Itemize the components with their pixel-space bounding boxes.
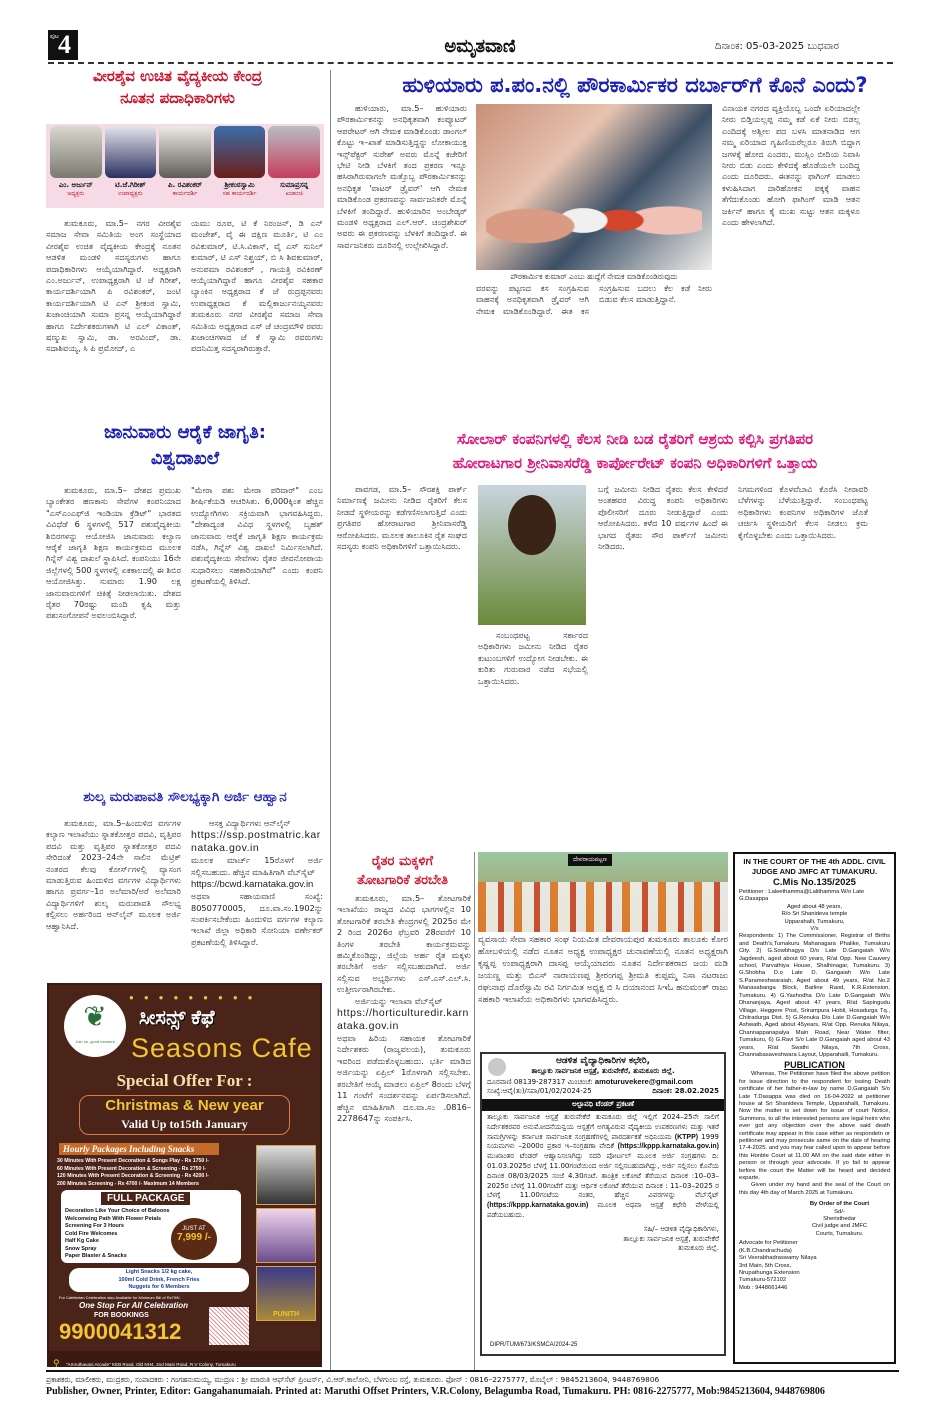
solar-text: ಬಗ್ಗೆ ಜಮೀನು ನೀಡಿದ ರೈತರು ಕೆಲಸ ಕೇಳಿದರೆ ಅಂತಹವರ ವಿರುದ್ಧ ಕಂಪನಿ ಅಧಿಕಾರಿಗಳು ಪೊಲೀಸರಿಗೆ ದೂರು ನೀಡುತ್ತಿದ್ದಾರೆ ಎಂದು ಆರೋಪಿಸಿದರು. ಕಳೆದ 10 ವರ್ಷಗಳ ಹಿಂದೆ ಈ ಭಾಗದ ರೈತರು ಸೌರ ಪಾರ್ಕ್‌ಗೆ ಜಮೀನು ನೀಡಿದರು. [598,484,728,552]
kppp-link[interactable]: (https://kppp.karnataka.gov.in) [487,1202,589,1210]
officer-card [268,126,320,206]
tender-text: ಮುಖಾಂತರ ಟೆಂಡರ್ ಆಹ್ವಾನಿಸಲಾಗಿದ್ದು ಸದರಿ ಪೋರ್ಟಲ್ ಮೂಲಕ ಅರ್ಜಿ ಸಂಗ್ರಹಗಳು ದಿ: 01.03.2025ರ ಬೆಳಗ್ಗೆ 11.00ಗಂಟೆಯಿಂದ ಅರ್ಜಿ ಸಲ್ಲಿಸಬಹುದಾಗಿದ್ದು, ಅರ್ಜಿ ಸಲ್ಲಿಸಲು ಕೊನೆಯ ದಿನಾಂಕ 08/03/2025 ಸಂಜೆ 4.30ಗಂಟೆ. ತಾಂತ್ರಿಕ ಲಕೋಟೆ ತೆರೆಯುವ ದಿನಾಂಕ :10–03–2025ರ ಬೆಳಗ್ಗೆ 11.00ಗಂಟೆಗೆ ಮತ್ತು ಆರ್ಥಿಕ ಲಕೋಟೆ ತೆರೆಯುವ ದಿನಾಂಕ : 11–03–2025 ರ ಬೆಳಗ್ಗೆ 11.00ಗಂಟೆಯ ನಂತರ, ಹೆಚ್ಚಿನ ವಿವರಗಳನ್ನು ವೆಬ್‌ಸೈಟ್ [487,1152,719,1200]
full-item: Snow Spray [65,1245,97,1252]
officer-card [214,126,266,206]
tree-icon: ❦ [83,1001,107,1032]
officer-role: ಅಧ್ಯಕ್ಷರು [67,190,85,197]
officer-role: ಖಜಾಂಚಿ [285,190,303,197]
officer-name: ಎಂ. ಅರ್ಜುನ್ [58,181,93,189]
petitioner-label: Petitioner : [739,889,767,895]
booking-phone[interactable]: 9900041312 [59,1319,182,1344]
officer-name: ಪಿ. ರವಿಶಂಕರ್ [168,181,202,189]
petitioner-block [739,889,890,904]
occasion: Christmas & New year [105,1097,264,1114]
cafe-name: Seasons Cafe [131,1033,313,1063]
fee-text: ಆಸಕ್ತ ವಿದ್ಯಾರ್ಥಿಗಳು ಆನ್‌ಲೈನ್ [209,818,291,828]
hourly-item: 200 Minutes Screening - Rs 4700 /- Maximum 14 Members [57,1180,199,1187]
cattle-headline [46,420,324,472]
solar-headline [335,427,935,475]
advocate-line: Nrupathunga Extension [739,1269,800,1276]
seasons-cafe-ad [47,983,322,1353]
masthead-divider [48,62,893,64]
hourly-item: 30 Minutes With Present Decoration & Songs Play - Rs 1750 /- [57,1158,209,1164]
advocate-line: Sri Veerabhadraswamy Nilaya [739,1255,817,1262]
publication-body: Whereas, The Petitioner have filed the above petition for issue direction to the respondent for issiing Death certificate of her father-in-law by name D.Gangaiah S/o Late T.Dasappa was died on 16-04-2022 at petitioner house at Sri Shanideva Temple, Upparahalli, Tumakuru. Now the matter is set down for issue of court Notice, Summons, to all the interested persons are legal heirs who ever got any objection over the above said death certificate may appear in this case either as respondetn or petitioner and may prosecute same on the date of hearing 17-4-2025. and you may fear called upon to appear before this Honble Court at 11.00 AM on the said date either in person or through your advocate. If yo fail to appear before the court the Matter will be heard and decided exparte. [739,1071,890,1182]
solar-body-col4 [738,484,868,844]
price: 7,999 /- [177,1232,211,1243]
huliyar-text: ವಿನಾಯಕ ನಗರದ ವ್ಯಕ್ತಿಯೊಬ್ಬ ಒಂದೇ ಏರಿಯಾದಲ್ಲೇ ನೀರು ಬಿಡ್ತಿಯಲ್ಲಪ್ಪ ನಮ್ಮ ಕಡೆ ಏಕೆ ನೀರು ಬಿಡಲ್ಲ ಎಂದಿದಕ್ಕೆ ಅಶ್ಲೀಲ ಪದ ಬಳಸಿ ಮಾತನಾಡಿದ ಆಗ ನಮ್ಮ ಏರಿಯಾದ ಗೃಹಿಣಿಯರೆಲ್ಲರೂ ತಿರುಗಿ ಬಿದ್ದಾಗ ಜಗಳಕ್ಕೆ ಹೋದ ಎಂದರು, ಮುಸ್ಲಿಂ ಬೀದಿಯ ನಿವಾಸಿ ನೀರು ಬಿಡು ಎಂದು ಕೇಳಿದಕ್ಕೆ ಹೊಡೆಯಲೇ ಬಂದಿದ್ದ ಎಂದು ದೂರಿದರು. ಈತನನ್ನು ಫಾಗಿಂಗ್ ಮಾಡಲು ಕಳುಹಿಸಿದಾಗ ದಾರಿಹೋಕನ ಪಕ್ಕಕ್ಕೆ ವಾಹನ ತೆಗೆದುಕೊಂಡು ಹೋಗಿ ಫಾಗಿಂಗ್ ಮಾಡಿ ಆತನ ಜರ್ಕಿನ್ ಹಾಗೂ ಕೈ ಮುಖ ಸುಟ್ಟು ಆತನ ಮಕ್ಕಳೂ ಎಂದು ಹೇಳಲಾಗಿದೆ. [722,103,860,228]
cattle-body-col2 [191,485,323,780]
veerashaiva-body-col2 [191,218,323,406]
court-order-block [789,1201,890,1238]
cooperative-text: ವ್ಯವಸಾಯ ಸೇವಾ ಸಹಕಾರ ಸಂಘ ನಿಯಮಿತ ದೇವರಾಯಪುರ ತುಮಕೂರು ತಾಲೂಕು ಕೋರ ಹೋಬಳಿಯಲ್ಲಿ ನಡೆದ ನೂತನ ಅಧ್ಯಕ್ಷ ಉಪಾಧ್ಯಕ್ಷರ ಚುನಾವಣೆಯಲ್ಲಿ ನೂತನ ಅಧ್ಯಕ್ಷರಾಗಿ ಕೃಷ್ಣಪ್ಪ ಉಪಾಧ್ಯಕ್ಷರಾಗಿ ದಾಸಪ್ಪ ಆಯ್ಕೆಯಾದರು ನೂತನ ನಿರ್ದೇಶಕರಾದ ಜಯ ಮಡಿ ಜಯಣ್ಣ ಮತ್ತು ಬಿಎಸ್ ನಾರಾಯಣಪ್ಪ ಶ್ರೀರಂಗಪ್ಪ ಶ್ರೀಮತಿ ಕುಪ್ಪಮ್ಮ ನಿಸಾ ನಟರಾಜು ರಘುನಾಥ ದೊರೆಸ್ವಾಮಿ ರವಿ ನಿರ್ಗಮಿತ ಅಧ್ಯಕ್ಷ ಬಿ ಸಿ ದಯಾನಂದ ಸಿಇಓ ಹನುಮಂತ್ ರಾಜು ಸಹಕಾರಿ ಇಲಾಖೆಯ ಅಧಿಕಾರಿಗಳು ಭಾಗವಹಿಸಿದ್ದರು. [478,935,728,1005]
photo-label: PUNITH [272,1311,300,1318]
horticulture-headline-line1: ರೈತರ ಮಕ್ಕಳಿಗೆ [371,854,434,869]
issue-date: ದಿನಾಂಕ: 05-03-2025 ಬುಧವಾರ [715,41,839,52]
hourly-item: 60 Minutes With Present Decoration & Screening - Rs 2750 /- [57,1165,206,1172]
full-item: Screening For 3 Hours [65,1223,124,1229]
solar-headline-line2: ಹೋರಾಟಗಾರ ಶ್ರೀನಿವಾಸರೆಡ್ಡಿ ಕಾರ್ಪೋರೇಟ್ ಕಂಪನಿ ಅಧಿಕಾರಿಗಳಿಗೆ ಒತ್ತಾಯ [452,454,818,472]
full-item: Cold Fire Welcomes [65,1230,118,1237]
veerashaiva-headline-line2: ನೂತನ ಪದಾಧಿಕಾರಿಗಳು [120,89,235,107]
officers-photo-strip [46,124,324,208]
cafe-address-bar [47,1353,322,1367]
officer-name: ಸುಮಾಪ್ರಸನ್ನ [279,181,309,189]
full-package-title: FULL PACKAGE [101,1192,190,1205]
cafe-logo [64,995,126,1057]
huliyar-photo [476,104,712,270]
just-at: JUST AT [182,1226,206,1232]
offer-title: Special Offer For : [116,1071,253,1090]
petitioner-name: Laleethamma@Lalithamma W/o Late G.Dasappa [739,889,865,903]
court-order: Sheristhedar [823,1216,856,1223]
horticulture-headline [335,852,470,890]
footer-kannada: ಪ್ರಕಾಶಕರು, ಮಾಲೀಕರು, ಮುದ್ರಕರು, ಸಂಪಾದಕರು : ಗಂಗಹನುಮಯ್ಯ, ಮುದ್ರಣ : ಶ್ರೀ ಮಾರುತಿ ಆಫ್‌ಸೆಟ್ ಪ್ರಿಂಟರ್ಸ್, ವಿ.ಆರ್.ಕಾಲೋನಿ, ಬೆಳಗುಂಬ ರಸ್ತೆ, ತುಮಕೂರು. ಫೋನ್ : 0816–2275777, ಮೊಬೈಲ್ : 9845213604, 9448769806 [46,1375,660,1384]
officer-photo [268,126,320,178]
solar-body-col3 [598,484,728,844]
court-order: By Order of the Court [809,1201,870,1208]
tender-text: ಮೂಲಕ ಅಥವಾ ಆಸ್ಪತ್ರೆ ಕಛೇರಿ ವೇಳೆಯಲ್ಲಿ ಪಡೆಯಬಹುದು. [487,1201,719,1219]
tender-sign: ತುಮಕೂರು ಜಿಲ್ಲೆ. [678,1244,719,1253]
given-under-seal: Given under my hand and the seal of the Court on this day 4th day of March 2025 at Tumakuru. [739,1182,890,1196]
validity: Valid Up to15th January [121,1117,248,1131]
full-item: Half Kg Cake [65,1238,99,1244]
cooperative-group-photo [478,852,728,932]
balloon-photo [256,1208,316,1263]
petitioner-address: R/o Sri Shanideva temple [781,911,848,918]
petitioner-age: Aged about 48 years, [786,903,843,910]
solar-text: ಸಂಬಂಧಪಟ್ಟ ಸರ್ಕಾರದ ಅಧಿಕಾರಿಗಳು ಜಮೀನು ನೀಡಿದ ರೈತರ ಕುಟುಂಬಗಳಿಗೆ ಉದ್ಯೋಗ ನೀಡಬೇಕು. ಈ ಕುರಿತು ಗುರುವಾರ ನಡೆದ ಸಭೆಯಲ್ಲಿ ಒತ್ತಾಯಿಸಿದರು. [478,630,588,686]
veerashaiva-headline-line1: ವೀರಶೈವ ಉಚಿತ ವೈದ್ಯಕೀಯ ಕೇಂದ್ರ [92,67,263,85]
hourly-item: 120 Minutes With Present Decoration & Screening - Rs 4200 /- [57,1173,209,1179]
cattle-body-col1 [46,485,181,780]
officer-name: ಶ್ರೀಕಂಠಸ್ವಾಮಿ [224,181,255,189]
page-number-badge [48,30,78,60]
snacks-box [69,1268,249,1292]
tender-date: ದಿನಾಂಕ: 28.02.2025 [652,1087,719,1096]
hourly-title: Hourly Packages Including Snacks [59,1143,219,1155]
newspaper-title: ಅಮೃತವಾಣಿ [444,36,516,57]
court-notice [733,852,896,1364]
tender-ref-row [487,1087,719,1097]
horticulture-link[interactable]: https://horticulturedir.karnataka.gov.in [337,1007,469,1033]
footer-divider [46,1370,899,1372]
officer-card [159,126,211,206]
petitioner-address: Upparahalli, Tumakuru, [784,918,845,925]
string-lights: ●●●●●●●●● [129,993,263,1002]
location-pin-icon: ⚲ [53,1358,60,1368]
snacks-line: 100ml Cold Drink, French Fries [118,1276,200,1283]
snacks-line: Nuggets for 6 Members [128,1284,190,1290]
veerashaiva-text: ತುಮಕೂರು, ಮಾ.5– ನಗರ ವೀರಶೈವ ಸಮಾಜ ಸೇವಾ ಸಮಿತಿಯ ಅಂಗ ಸಂಸ್ಥೆಯಾದ ವೀರಶೈವ ಉಚಿತ ವೈದ್ಯಕೀಯ ಕೇಂದ್ರಕ್ಕೆ ನೂತನ ಆಡಳಿತ ಮಂಡಳಿ ಸದಸ್ಯರುಗಳು ಹಾಗೂ ಪದಾಧಿಕಾರಿಗಳು ಆಯ್ಕೆಯಾಗಿದ್ದಾರೆ. ಅಧ್ಯಕ್ಷರಾಗಿ ಎಂ.ಅರ್ಜುನ್, ಉಪಾಧ್ಯಕ್ಷರಾಗಿ ಟಿ ಜೆ ಗಿರೀಶ್, ಕಾರ್ಯದರ್ಶಿಯಾಗಿ ಪಿ ರವಿಶಂಕರ್, ಜಂಟಿ ಕಾರ್ಯದರ್ಶಿಯಾಗಿ ಟಿ ಎನ್ ಶ್ರೀಕಂಠ ಸ್ವಾಮಿ, ಖಜಾಂಚಿಯಾಗಿ ಸುಮಾ ಪ್ರಸನ್ನ ಆಯ್ಕೆಯಾಗಿದ್ದಾರೆ ಹಾಗೂ ನಿರ್ದೇಶಕರುಗಳಾಗಿ ಟಿ ಎಲ್ ವಿಕಾಂತ್, ಷಣ್ಮುಖ ಸ್ವಾಮಿ, ಡಾ. ಅರವಿಂದ್, ಡಾ. ಸದಾಶಿವಯ್ಯ, ಸಿ ಪಿ ಪ್ರಮೋದ್, ಎ [46,218,181,354]
tender-notice [480,1052,726,1356]
cafeteria-note: For Cafeterian Celebration also Available for Minimum Bill of Rs799/- [59,1295,181,1300]
horticulture-text: ಅಥವಾ ಹಿರಿಯ ಸಹಾಯಕ ತೋಟಗಾರಿಕೆ ನಿರ್ದೇಶಕರು (ರಾಜ್ಯವಲಯ), ತುಮಕೂರು ಇವರಿಂದ ಪಡೆದುಕೊಳ್ಳಬಹುದು. ಭರ್ತಿ ಮಾಡಿದ ಅರ್ಜಿಯನ್ನು ಏಪ್ರಿಲ್ 1ರೊಳಗಾಗಿ ಸಲ್ಲಿಸಬೇಕು. ತರಬೇತಿಗೆ ಆಯ್ಕೆ ಮಾಡಲು ಏಪ್ರಿಲ್ 8ರಂದು ಬೆಳಗ್ಗೆ 11 ಗಂಟೆಗೆ ಸಂದರ್ಶನವನ್ನು ಏರ್ಪಡಿಸಲಾಗಿದೆ. ಹೆಚ್ಚಿನ ಮಾಹಿತಿಗಾಗಿ ದೂ.ವಾ.ಸಂ .0816–2278647ನ್ನು ಸಂಪರ್ಕಿಸಿ. [337,1033,471,1123]
srinivasareddy-photo [478,485,586,625]
bookings-label: FOR BOOKINGS [94,1312,149,1319]
officer-card [50,126,102,206]
officer-role: ಸಹ ಕಾರ್ಯದರ್ಶಿ [222,190,257,197]
snacks-line: Light Snacks 1/2 kg cake, [125,1269,193,1275]
officer-role: ಉಪಾಧ್ಯಕ್ಷರು [118,190,143,197]
venue-photo [256,1145,316,1205]
huliyar-body-col3 [722,103,860,418]
price-badge [171,1218,217,1260]
portrait-head [508,495,556,555]
tender-text: ತಾಲ್ಲೂಕು ಸಾರ್ವಜನಿಕ ಆಸ್ಪತ್ರೆ ತುರುವೇಕೆರೆ ತುಮಕೂರು ಜಿಲ್ಲೆ ಇಲ್ಲಿಗೆ 2024–25ನೇ ಸಾಲಿಗೆ ನಿರ್ದೇಶಕರವರ ಅನುಮೋದನೆಯನ್ವಯ ಆಸ್ಪತ್ರೆಗೆ ಅಗತ್ಯವಿರುವ ವೈದ್ಯಕೀಯ ಉಪಕರಣಗಳು ಮತ್ತು ಇತರೆ ಸಾಮಗ್ರಿಗಳನ್ನು ಕರ್ನಾಟಕ ಸಾರ್ವಜನಿಕ ಸಂಗ್ರಹಣೆಗಳಲ್ಲಿ ಪಾರದರ್ಶಕತೆ ಅಧಿನಿಯಮ [487,1112,719,1141]
tender-office: ಆಡಳಿತ ವೈದ್ಯಾಧಿಕಾರಿಗಳ ಕಛೇರಿ, [555,1056,651,1066]
case-number: C.Mis No.135/2025 [773,877,856,888]
full-item: Decoration Like Your Choice of Baloons [65,1208,170,1214]
dipr-code: DIPR/TUM/673/KSMCA/2024-25 [490,1342,578,1349]
tender-body [487,1113,719,1221]
full-item: Paper Blaster & Snacks [65,1253,127,1259]
emblem-icon [488,1058,506,1076]
advocate-line: 3rd Main, 5th Cross, [739,1262,792,1269]
tender-text: (KTPP) [674,1133,699,1141]
fee-text: ಮೂಲಕ ಮಾರ್ಚ್ 15ರೊಳಗೆ ಅರ್ಜಿ ಸಲ್ಲಿಸಬಹುದು. ಹೆಚ್ಚಿನ ಮಾಹಿತಿಗಾಗಿ ವೆಬ್‌ಸೈಟ್ [191,855,323,877]
huliyar-body-col1 [337,103,467,418]
officer-photo [50,126,102,178]
page-label: ಪುಟ [50,33,59,40]
decor-photo [256,1266,316,1321]
officer-card [105,126,157,206]
tender-text: 1999 ನಿಯಮಗಳು –2000ರ ಪ್ರಕಾರ ಇ–ಸಂಗ್ರಹಣಾ ವೇದಿಕೆ [487,1132,719,1151]
column-divider [474,852,475,1370]
hourly-list [57,1158,247,1188]
officer-photo [105,126,157,178]
court-order: Courts, Tumakuru. [815,1230,864,1237]
horticulture-body [337,893,471,1368]
tender-signature [487,1225,719,1254]
occasion-banner [79,1095,290,1135]
solar-text: ನಿಗಮಗಳಿಂದ ಕೊಳವೆಬಾವಿ ಕೊರೆಸಿ ನೀರಾವರಿ ಬೆಳೆಗಳನ್ನು ಬೆಳೆಯುತ್ತಿದ್ದಾರೆ. ಸಂಬಂಧಪಟ್ಟ ಅಧಿಕಾರಿಗಳು ಕಂಪನಿಗಳ ಅಧಿಕಾರಿಗಳ ಜೊತೆ ಚರ್ಚಿಸಿ ಸ್ಥಳೀಯರಿಗೆ ಕೆಲಸ ನೀಡಲು ಕ್ರಮ ಕೈಗೊಳ್ಳಬೇಕು ಎಂದು ಒತ್ತಾಯಿಸಿದರು. [738,484,868,540]
veerashaiva-headline [40,66,315,109]
tender-title: ಅಲ್ಪಾವಧಿ ಟೆಂಡರ್ ಪ್ರಕಟಣೆ [482,1099,724,1111]
tender-hospital: ತಾಲ್ಲೂಕು ಸಾರ್ವಜನಿಕ ಆಸ್ಪತ್ರೆ, ತುರುವೇಕೆರೆ, ತುಮಕೂರು ಜಿಲ್ಲೆ. [531,1066,675,1075]
solar-body-col2 [478,630,588,845]
huliyar-text: ವರವನ್ನು ಪಟ್ಟಣದ ಕಸ ಸಂಗ್ರಹಿಸುವ ವಾಹನಕ್ಕೆ ಅನಧಿಕೃತವಾಗಿ ಡ್ರೈವರ್ ಆಗಿ ನೇಮಕ ಮಾಡಿಕೊಂಡಿದ್ದಾರೆ. ಈತ ಕಸ ಸಂಗ್ರಹಿಸುವ ಬದಲು ಕೆಲ ಕಡೆ ನೀರು ಬಿಡುವ ಕೆಲಸ ಮಾಡುತ್ತಿದ್ದಾನೆ. [476,283,712,316]
court-order: Sd/- [834,1208,845,1215]
full-item: Welcomeing Path With Flower Petals [65,1215,162,1222]
advocate-line: Mob : 9448661446 [739,1284,788,1291]
officer-role: ಕಾರ್ಯದರ್ಶಿ [172,190,198,197]
respondents: Respondents: 1) The Commissioner, Registrar of Births and Death's,Tumakuru Mahanagara Phalike, Tumakuru City. 2) G.Sowbhagya D/o Late D.Gangaiah W/o Jagdeesh, aged about 60 years, R/at Opp. New Cauvery school, Parvathiya House, Shalhinagar, Tumakuru. 3) G.Shobha D.o Late D. Gangaiah W/o Late S.Parameshwaraiah, Aged about 49 years, R/at No.2 Manasabanga Block, Barline Raod, K.R.Extension, Tumakuru. 4) G.Yashodha D/o Late D.Gangaiah W/o Dhananjaya, Aged about 47 years, R/at Sapingudu Village, Heggere Post, Srirampura Hobli, Hosadurga Tq., Chitradurga Dist. 5) G.Renuka D/o Late D.Gangaiah W/o Ashwath, Aged about 45years, R/at Opp. Renuka Nilaya, Channappanapalya Main Road, Near Water filter, Tumakuru, 6) G.Ravi S/o Late D.Gangaiah aged about 43 years, R/at Swathi Nilaya, 7th Cross, Channabasaveshwara Layout, Upparahalli, Tumakuru. [739,933,890,1058]
fee-text: ತುಮಕೂರು, ಮಾ.5–ಹಿಂದುಳಿದ ವರ್ಗಗಳ ಕಲ್ಯಾಣ ಇಲಾಖೆಯು ಸ್ನಾತಕೋತ್ತರ ಪದವಿ, ವೃತ್ತಿಪರ ಪದವಿ ಮತ್ತು ವೃತ್ತಿಪರ ಸ್ನಾತಕೋತ್ತರ ಪದವಿ ಸೇರಿದಂತೆ 2023–24ನೇ ಸಾಲಿನ ಮೆಟ್ರಿಕ್ ನಂತರದ ಕೆಲವು ಕೋರ್ಸ್‌ಗಳಲ್ಲಿ ವ್ಯಾಸಂಗ ಮಾಡುತ್ತಿರುವ ಹಿಂದುಳಿದ ವರ್ಗಗಳ ವಿದ್ಯಾರ್ಥಿಗಳು ಹಾಗೂ ಪ್ರವರ್ಗ–1ರ ಅಲೆಮಾರಿ/ಅರೆ ಅಲೆಮಾರಿ ವಿದ್ಯಾರ್ಥಿಗಳಿಗೆ ಶುಲ್ಕ ಮರುಪಾವತಿ ಸೌಲಭ್ಯ ಕಲ್ಪಿಸಲು ಅರ್ಹರಿಂದ ಆನ್‌ಲೈನ್ ಮೂಲಕ ಅರ್ಜಿ ಆಹ್ವಾನಿಸಿದೆ. [46,818,181,931]
huliyar-headline: ಹುಳಿಯಾರು ಪ.ಪಂ.ನಲ್ಲಿ ಪೌರಕಾರ್ಮಿಕರ ದರ್ಬಾರ್‌ಗೆ ಕೊನೆ ಎಂದು? [402,73,868,97]
ssp-link[interactable]: https://ssp.postmatric.karnataka.gov.in [191,829,321,855]
tender-ref: ಸಂಖ್ಯೆ:ಆವೈ(ತು)/ಸಪಾ/01/02/2024-25 [487,1087,592,1096]
fee-text: ಅಥವಾ ಸಹಾಯವಾಣಿ ಸಂಖ್ಯೆ: 8050770005, ದೂ.ವಾ.ಸಂ.1902ನ್ನು ಸಂಪರ್ಕಿಸಬೇಕೆಂದು ಹಿಂದುಳಿದ ವರ್ಗಗಳ ಕಲ್ಯಾಣ ಇಲಾಖೆ ಜಿಲ್ಲಾ ಅಧಿಕಾರಿ ಸೋನಿಯಾ ವರ್ಣೇಕರ್ ಪ್ರಕಟಣೆಯಲ್ಲಿ ತಿಳಿಸಿದ್ದಾರೆ. [191,891,323,947]
court-title-line1: IN THE COURT OF THE 4th ADDL. CIVIL [743,857,886,866]
veerashaiva-body-col1 [46,218,181,406]
logo-tagline: Join us, good moment [75,1039,115,1044]
tagline: One Stop For All Celebration [79,1301,189,1310]
advocate-line: (K.B.Chandrachuda) [739,1247,792,1254]
cafe-address: "Amruthavani Arcade" KEB Road, Old NH4, 2nd Main Road, R.V Colony, Tumakuru [66,1362,236,1367]
tender-sign: ಸಹಿ/– ಆಡಳಿತ ವೈದ್ಯಾಧಿಕಾರಿಗಳು, [643,1224,719,1233]
tender-sign: ತಾಲ್ಲೂಕು ಸಾರ್ವಜನಿಕ ಆಸ್ಪತ್ರೆ, ತುರುವೇಕೆರೆ [623,1234,719,1243]
veerashaiva-text: ಯಮು ರೂಪ, ಟಿ ಕೆ ನಿರಂಜನ್, ಡಿ ಎನ್ ಮಂಜೇಶ್, ವೈ ಈ ದಕ್ಷಿಣ ಮೂರ್ತಿ, ಟಿ ಎಂ ರವಿಕುಮಾರ್, ಟಿ.ಸಿ.ವಿಕಾಸ್, ವೈ ಎಸ್ ಸುನಿಲ್ ಕುಮಾರ್, ಟಿ ಎಸ್ ನಿಶ್ಚಯ್, ಬಿ ಸಿ ಶಿವಕುಮಾರ್, ಅನುಪಮಾ ರವಿಶಂಕರ್ , ಗಾಯತ್ರಿ ರವಿಕಿರಣ್ ಆಯ್ಕೆಯಾಗಿದ್ದಾರೆ ಹಾಗೂ ವೀರಶೈವ ಸಹಕಾರ ಬ್ಯಾಂಕಿನ ಅಧ್ಯಕ್ಷರಾದ ಕೆ ಜೆ ರುದ್ರಪ್ಪನವರು ಉಪಾಧ್ಯಕ್ಷರಾದ ಕೆ ಮಲ್ಲಿಕಾರ್ಜುನಯ್ಯನವರು ತುಮಕೂರು ನಗರ ವೀರಶೈವ ಸಮಾಜ ಸೇವಾ ಸಮಿತಿಯ ಅಧ್ಯಕ್ಷರಾದ ಎಸ್ ಜೆ ಚಂದ್ರಮೌಳಿ ರವರು ಖಜಾಂಚಿಗಳಾದ ಜೆ ಕೆ ಸ್ವಾಮಿ ರವರುಗಳು ಪದನಿಮಿತ್ತ ಸದಸ್ಯರಾಗಿರುತ್ತಾರೆ. [191,218,323,354]
fee-headline: ಶುಲ್ಕ ಮರುಪಾವತಿ ಸೌಲಭ್ಯಕ್ಕಾಗಿ ಅರ್ಜಿ ಆಹ್ವಾನ [83,789,287,805]
bcwd-link[interactable]: https://bcwd.karnataka.gov.in [191,879,314,891]
fee-body-col2 [191,818,323,970]
versus: V/s [810,926,819,933]
court-order: Civil judge and JMFC [811,1223,868,1230]
full-package-box [61,1190,241,1263]
tender-phone: ದೂರವಾಣಿ 08139-287317 ಮಿಂಚಂಚೆ: [487,1077,593,1086]
full-list [65,1208,170,1261]
cattle-text: ತುಮಕೂರು, ಮಾ.5– ದೇಶದ ಪ್ರಮುಖ ಬ್ಯಾಂಕೇತರ ಹಣಕಾಸು ಸೇವೆಗಳ ಕಂಪನಿಯಾದ "ಎಸ್‌ಎಂಎಫ್‌ಜಿ ಇಂಡಿಯಾ ಕ್ರೆಡಿಟ್" ಭಾರತದ ವಿವಿಧೆಡೆ 6 ಸ್ಥಳಗಳಲ್ಲಿ 517 ಪಶುವೈದ್ಯಕೀಯ ಶಿಬಿರಗಳನ್ನು ಆಯೋಜಿಸಿ ಜಾನುವಾರು ಕಲ್ಯಾಣ ಆರೈಕೆ ಜಾಗೃತಿ ಶಿಕ್ಷಣ ಕಾರ್ಯಕ್ರಮದ ಮೂಲಕ ಗಿನ್ನೆಸ್ ವಿಶ್ವ ದಾಖಲೆ ಸ್ಥಾಪಿಸಿದೆ. ಕಂಪನಿಯು 16ನೇ ಜಿಲ್ಲೆಗಳಲ್ಲಿ 500 ಸ್ಥಳಗಳಲ್ಲಿ ಏಕಕಾಲದಲ್ಲಿ ಈ ಶಿಬಿರ ಆಯೋಜಿಸಿತ್ತು. ಸುಮಾರು 1.90 ಲಕ್ಷ ಜಾನುವಾರುಗಳಿಗೆ ಚಿಕಿತ್ಸೆ ನೀಡಲಾಯಿತು. ದೇಶದ ರೈತರ 70ರಷ್ಟು ಮಂದಿ ಕೃಷಿ ಮತ್ತು ಪಶುಸಂಗೋಪನೆ ಅವಲಂಬಿಸಿದ್ದಾರೆ. [46,485,181,621]
advocate-block [739,1240,890,1292]
cattle-headline-line1: ಜಾನುವಾರು ಆರೈಕೆ ಜಾಗೃತಿ: [103,422,267,443]
huliyar-text: ಹುಳಿಯಾರು, ಮಾ.5– ಹುಳಿಯಾರು ಪೌರಕಾರ್ಮಿಕನನ್ನು ಅನಧಿಕೃತವಾಗಿ ಕಂಪ್ಯೂಟರ್ ಆಪರೇಟರ್ ಆಗಿ ನೇಮಕ ಮಾಡಿಕೊಂಡು ಡಾಂಗಲ್ ಕೊಟ್ಟು ಇ–ಖಾತೆ ಮಾಡಿಸುತ್ತಿದ್ದನ್ನು ಲೋಕಾಯುಕ್ತ ಇನ್ಸ್‌ಪೆಕ್ಟರ್ ಸುರೇಶ್ ಅವರು ಮೊನ್ನೆ ಕಚೇರಿಗೆ ಭೇಟಿ ನೀಡಿ ಬೆಳಕಿಗೆ ತಂದ ಪ್ರಕರಣ ಇನ್ನೂ ಹಸಿರಾಗಿರುವಾಗಲೇ ಮತ್ತೊಬ್ಬ ಪೌರಕಾರ್ಮಿಕನನ್ನು ಅನಧಿಕೃತ 'ವಾಟರ್ ಡ್ರೈವರ್' ಆಗಿ ನೇಮಕ ಮಾಡಿಕೊಂಡ ಪ್ರಕರಣವನ್ನು ಸಾರ್ವಜನಿಕರೇ ಮೊನ್ನೆ ಬೆಳಕಿಗೆ ತಂದಿದ್ದಾರೆ. ಹುಳಿಯಾರಿನ ಅಂಬೇಡ್ಕರ್ ಮಂಡಳಿ ಅಧ್ಯಕ್ಷರಾದ ಎಲ್.ಆರ್. ಚಂದ್ರಶೇಖರ್ ಅವರು ಈ ಪ್ರಕರಣವನ್ನು ಬೆಳಕಿಗೆ ತಂದಿದ್ದಾರೆ. ಈ ಸಾರ್ವಜನಿಕರು ದೂರಿನಲ್ಲಿ ಉಲ್ಲೇಖಿಸಿದ್ದಾರೆ. [337,103,467,250]
officer-name: ಟಿ.ಜೆ.ಗಿರೀಶ್ [115,181,146,189]
publication-title: PUBLICATION [784,1060,845,1071]
solar-headline-line1: ಸೋಲಾರ್ ಕಂಪನಿಗಳಲ್ಲಿ ಕೆಲಸ ನೀಡಿ ಬಡ ರೈತರಿಗೆ ಆಶ್ರಯ ಕಲ್ಪಿಸಿ ಪ್ರಗತಿಪರ [456,430,814,448]
advocate-line: Tumakuru-572102 [739,1277,787,1284]
tender-contact [487,1077,719,1088]
officer-photo [159,126,211,178]
cooperative-body [478,934,728,1046]
court-title-line2: JUDGE AND JMFC AT TUMAKURU. [751,866,878,876]
solar-body-col1 [337,484,467,844]
page-number: 4 [58,30,71,59]
tender-email[interactable]: amoturuvekere@gmail.com [594,1076,694,1086]
kppp-link[interactable]: (https://kppp.karnataka.gov.in) [617,1143,719,1151]
photo-stack [256,1145,316,1345]
advocate-line: Advocate for Petitioner [739,1240,798,1247]
qr-code [209,1307,249,1345]
huliyar-body-col2 [476,283,712,418]
officer-photo [214,126,266,178]
garlanded-people [478,882,728,932]
photo-badge: ದೇವರಾಯಪಟ್ಟಣ [568,854,612,866]
cattle-text: "ಮೇರಾ ಪಶು ಮೇರಾ ಪರಿವಾರ್" ಎಂಬ ಶೀರ್ಷಿಕೆಯಡಿ ಆಚರಿಸಿತು. 6,000ಕ್ಕಿಂತ ಹೆಚ್ಚಿನ ಉದ್ಯೋಗಿಗಳು ಸಕ್ರಿಯವಾಗಿ ಭಾಗವಹಿಸಿದ್ದರು. "ದೇಶಾದ್ಯಂತ ವಿವಿಧ ಸ್ಥಳಗಳಲ್ಲಿ ಬೃಹತ್ ಜಾನುವಾರು ಆರೈಕೆ ಜಾಗೃತಿ ಶಿಕ್ಷಣ ಕಾರ್ಯಕ್ರಮ ನಡೆಸಿ, ಗಿನ್ನೆಸ್ ವಿಶ್ವ ದಾಖಲೆ ನಿರ್ಮಿಸಲಾಗಿದೆ. ಪಶುವೈದ್ಯಕೀಯ ಸೇವೆಗಳು ರೈತರ ಜೀವನೋಪಾಯ ಸುಧಾರಿಸಲು ಸಹಕಾರಿಯಾಗಿವೆ" ಎಂದು ಕಂಪನಿ ಪ್ರಕಟಣೆಯಲ್ಲಿ ತಿಳಿಸಿದೆ. [191,485,323,587]
huliyar-photo-caption: ಪೌರಕಾರ್ಮಿಕ ಕುಮಾರ್ ಎಂಬು ಹುದ್ದೆಗೆ ನೇಮಕ ಮಾಡಿಕೊಂಡಿರುವುದು [510,272,678,281]
horticulture-headline-line2: ತೋಟಗಾರಿಕೆ ತರಬೇತಿ [356,873,449,888]
cafe-name-kannada: ಸೀಸನ್ಸ್ ಕೆಫೆ [139,1007,215,1029]
people-silhouettes [486,160,702,270]
horticulture-text: ಅರ್ಜಿಯನ್ನು ಇಲಾಖಾ ವೆಬ್‌ಸೈಟ್ [355,995,443,1006]
solar-text: ಪಾವಗಡ, ಮಾ.5– ಸೌರಶಕ್ತಿ ಪಾರ್ಕ್ ನಿರ್ಮಾಣಕ್ಕೆ ಜಮೀನು ನೀಡಿದ ರೈತರಿಗೆ ಕೆಲಸ ನೀಡದೆ ಸ್ಥಳೀಯರನ್ನು ಕಡೆಗಣಿಸಲಾಗುತ್ತಿದೆ ಎಂದು ಪ್ರಗತಿಪರ ಹೋರಾಟಗಾರ ಶ್ರೀನಿವಾಸರೆಡ್ಡಿ ಆರೋಪಿಸಿದರು. ಮೂಲಕ ತಾಲೂಕಿನ ರೈತ ಸಂಘದ ಸದಸ್ಯರು ಕಂಪನಿ ಅಧಿಕಾರಿಗಳಿಗೆ ಒತ್ತಾಯಿಸಿದರು. [337,484,467,552]
column-divider [330,70,331,1370]
horticulture-text: ತುಮಕೂರು, ಮಾ.5– ತೋಟಗಾರಿಕೆ ಇಲಾಖೆಯು ರಾಜ್ಯದ ವಿವಿಧ ಭಾಗಗಳಲ್ಲಿನ 10 ತೋಟಗಾರಿಕೆ ತರಬೇತಿ ಕೇಂದ್ರಗಳಲ್ಲಿ 2025ರ ಮೇ 2 ರಿಂದ 2026ರ ಫೆಬ್ರವರಿ 28ರವರೆಗೆ 10 ತಿಂಗಳ ತರಬೇತಿ ಕಾರ್ಯಕ್ರಮವನ್ನು ಹಮ್ಮಿಕೊಂಡಿದ್ದು, ಜಿಲ್ಲೆಯ ಅರ್ಹ ರೈತ ಮಕ್ಕಳು ತರಬೇತಿಗೆ ಅರ್ಜಿ ಸಲ್ಲಿಸಬಹುದಾಗಿದೆ. ಅರ್ಜಿ ಸಲ್ಲಿಸುವ ಅಭ್ಯರ್ಥಿಗಳು ಎಸ್.ಎಸ್.ಎಲ್.ಸಿ. ಉತ್ತೀರ್ಣರಾಗಿರಬೇಕು. [337,893,471,995]
footer-english: Publisher, Owner, Printer, Editor: Gangahanumaiah. Printed at: Maruthi Offset Printers, V.R.Colony, Belagumba Road, Tumakuru. PH: 0816-2275777, Mob:9845213604, 9448769806 [46,1386,825,1397]
fee-body-col1 [46,818,181,970]
cattle-headline-line2: ವಿಶ್ವದಾಖಲೆ [150,448,220,469]
